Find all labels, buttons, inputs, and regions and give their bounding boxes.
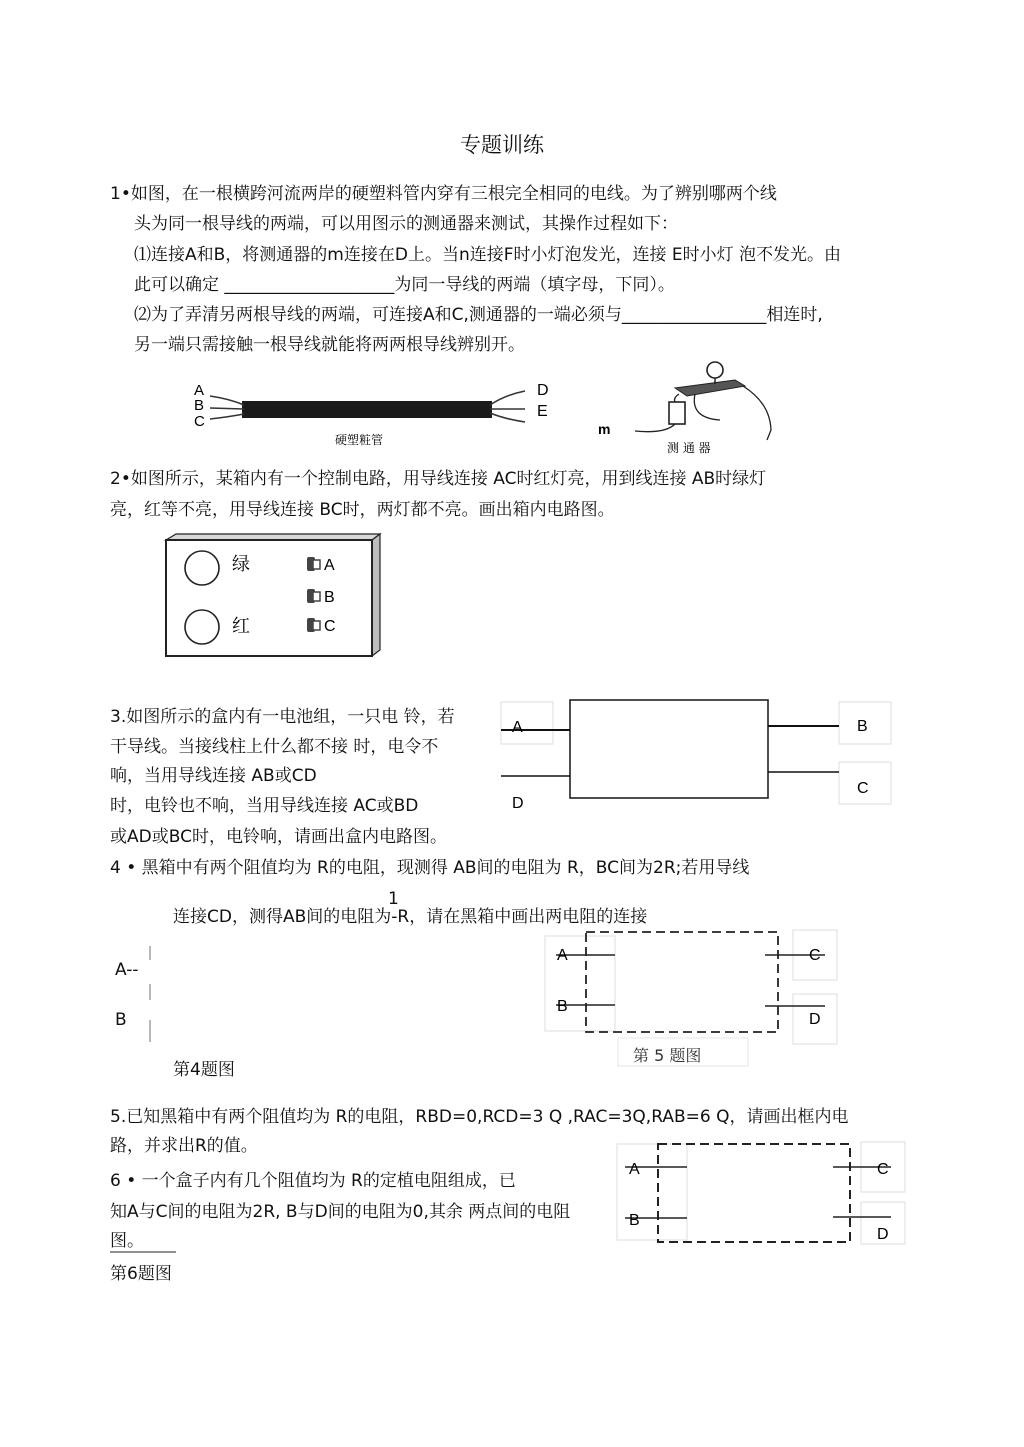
q4-box-edge (146, 946, 154, 1046)
fig5-label-c: C (809, 947, 821, 964)
q1-line1: 1•如图，在一根横跨河流两岸的硬塑料管内穿有三根完全相同的电线。为了辨别哪两个线 (110, 184, 777, 204)
q6-box-figure (615, 1140, 910, 1248)
q6-line2: 知A与C间的电阻为2R, B与D间的电阻为0,其余 两点间的电阻 (110, 1202, 571, 1222)
q3-label-b: B (857, 718, 868, 735)
page-title: 专题训练 (460, 133, 544, 157)
q4-fig-label-a: A-- (115, 960, 139, 980)
tube-label-b: B (194, 397, 205, 414)
q5-line2: 路，并求出R的值。 (110, 1136, 258, 1156)
q3-label-d: D (512, 795, 524, 812)
q1-line6: 另一端只需接触一根导线就能将两两根导线辨别开。 (134, 335, 525, 355)
tube-label-d: D (537, 382, 549, 399)
q6-line1: 6 • 一个盒子内有几个阻值均为 R的定植电阻组成，已 (110, 1171, 516, 1191)
terminal-b-label: B (324, 589, 335, 606)
q3-line2: 干导线。当接线柱上什么都不接 时，电令不 (110, 737, 439, 757)
red-lamp-icon (185, 610, 219, 644)
tube-label-a: A (194, 382, 205, 399)
q1-line2: 头为同一根导线的两端，可以用图示的测通器来测试，其操作过程如下： (134, 214, 678, 234)
q2-box-figure (162, 532, 382, 660)
q6-label-d: D (877, 1226, 889, 1243)
green-lamp-label: 绿 (232, 554, 250, 575)
fig5-label-d: D (809, 1011, 821, 1028)
q3-line3: 响，当用导线连接 AB或CD (110, 766, 317, 786)
terminal-a-label: A (324, 557, 335, 574)
q6-line3: 图。 (110, 1231, 144, 1251)
tester-caption: 测 通 器 (667, 441, 711, 455)
tube-caption: 硬塑粧管 (335, 433, 384, 447)
terminal-c-label: C (324, 618, 336, 635)
red-lamp-label: 红 (232, 616, 250, 637)
q3-label-a: A (512, 719, 523, 736)
tube-label-e: E (537, 403, 548, 420)
q3-box-figure (497, 698, 897, 813)
q6-label-a: A (629, 1161, 640, 1178)
fig5-box-figure (543, 928, 843, 1068)
q6-underline (110, 1251, 180, 1254)
green-lamp-icon (185, 551, 219, 585)
q3-label-c: C (857, 780, 869, 797)
q2-line1: 2•如图所示，某箱内有一个控制电路，用导线连接 AC时红灯亮，用到线连接 AB时绿灯 (110, 469, 767, 489)
q2-line2: 亮，红等不亮，用导线连接 BC时，两灯都不亮。画出箱内电路图。 (110, 500, 615, 520)
q6-label-c: C (877, 1161, 889, 1178)
fig5-label-b: B (557, 998, 568, 1015)
q4-line1: 4 • 黑箱中有两个阻值均为 R的电阻，现测得 AB间的电阻为 R，BC间为2R;若用导线 (110, 858, 750, 878)
q3-line4: 时，电铃也不响，当用导线连接 AC或BD (110, 796, 419, 816)
tube-label-c: C (194, 413, 205, 430)
q4-fig-label-b: B (115, 1010, 127, 1030)
q5-line1: 5.已知黑箱中有两个阻值均为 R的电阻，RBD=0,RCD=3 Q ,RAC=3Q,RAB=6 Q，请画出框内电 (110, 1107, 849, 1127)
q1-line4: 此可以确定 ____________________为同一导线的两端（填字母，下同）。 (134, 275, 675, 295)
tester-label-m: m (598, 421, 611, 437)
q1-tester-figure (595, 358, 775, 458)
q3-line1: 3.如图所示的盒内有一电池组，一只电 铃，若 (110, 707, 455, 727)
q1-line3: ⑴连接A和B，将测通器的m连接在D上。当n连接F时小灯泡发光，连接 E时小灯 泡不发光。由 (134, 245, 842, 265)
q6-label-b: B (629, 1212, 640, 1229)
q1-line5: ⑵为了弄清另两根导线的两端，可连接A和C,测通器的一端必须与_________________相连时, (134, 305, 823, 325)
battery-icon (669, 402, 685, 424)
bulb-icon (707, 362, 723, 378)
q4-caption: 第4题图 (173, 1060, 235, 1080)
q4-frac: 1 (388, 889, 399, 909)
q3-line5: 或AD或BC时，电铃响，请画出盒内电路图。 (110, 827, 447, 847)
q6-caption: 第6题图 (110, 1264, 172, 1284)
q4-line2: 连接CD，测得AB间的电阻为-R，请在黑箱中画出两电阻的连接 (173, 907, 648, 927)
q1-tube-figure (180, 375, 560, 450)
fig5-caption: 第 5 题图 (633, 1046, 702, 1065)
fig5-label-a: A (557, 947, 568, 964)
